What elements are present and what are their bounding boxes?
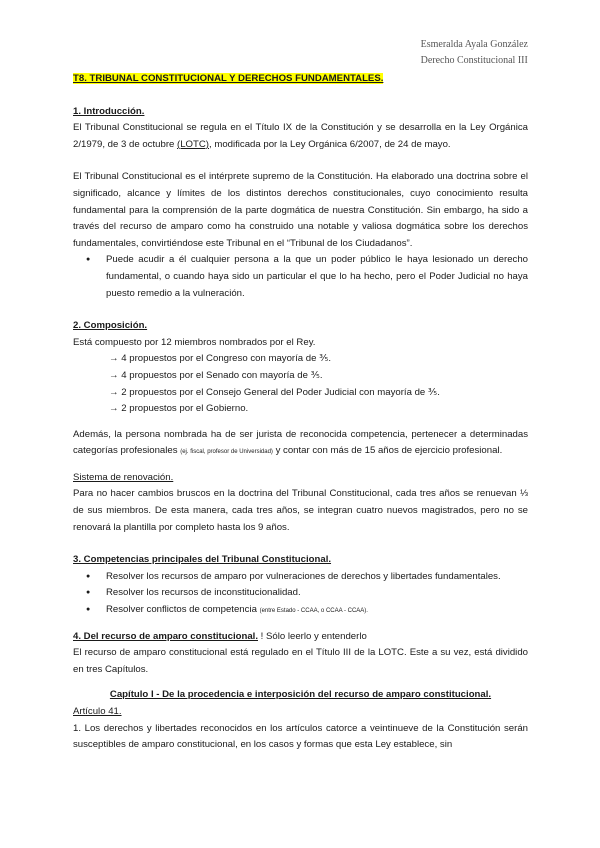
article-heading: Artículo 41. [73, 706, 122, 717]
document-title: T8. TRIBUNAL CONSTITUCIONAL Y DERECHOS FUNDAMENTALES. [73, 73, 384, 84]
section-1-paragraph-2: El Tribunal Constitucional es el intérprete supremo de la Constitución. Ha elaborado una doctrina sobre el significado, alcance y límites de los distintos derechos constitucionales, cuyo conocimiento resulta fundamental para la comprensión de la parte dogmática de nuestra Constitución. Sin embargo, ha sido a través del recurso de amparo como ha construido una notable y valiosa dogmática sobre los derechos fundamentales, convirtiéndose este Tribunal en el “Tribunal de los Ciudadanos”. [73, 171, 528, 249]
section-2-heading: 2. Composición. [73, 320, 148, 332]
section-1-list [73, 252, 528, 302]
list-item: → 4 propuestos por el Senado con mayoría de ⅗. [109, 369, 323, 381]
list-item: → 2 propuestos por el Consejo General del Poder Judicial con mayoría de ⅗. [109, 386, 440, 398]
page-header [421, 37, 528, 69]
list-item: → 4 propuestos por el Congreso con mayoría de ⅗. [109, 353, 332, 365]
section-4-heading: 4. Del recurso de amparo constitucional. [73, 630, 258, 642]
section-4-paragraph: El recurso de amparo constitucional está regulado en el Título III de la LOTC. Este a su vez, está dividido en tres Capítulos. [73, 647, 528, 675]
chapter-heading: Capítulo I - De la procedencia e interposición del recurso de amparo constitucional. [109, 689, 492, 701]
list-item: ● Puede acudir a él cualquier persona a la que un poder público le haya lesionado un derecho fundamental, o cuando haya sido un particular el que lo ha hecho, pero el Poder Judicial no haya puesto remedio a la vulneración. [73, 252, 528, 302]
text-run: , modificada por la Ley Orgánica 6/2007, de 24 de mayo. [209, 138, 451, 150]
article-text: 1. Los derechos y libertades reconocidos en los artículos catorce a veintinueve de la Constitución serán susceptibles de amparo constitucional, en los casos y formas que esta Ley establece, sin [73, 722, 528, 751]
text-run: Resolver conflictos de competencia [106, 604, 260, 616]
text-run: Además, la persona nombrada ha de ser jurista de reconocida competencia, pertenecer a determinadas categorías profesionales [73, 428, 528, 457]
section-2-intro: Está compuesto por 12 miembros nombrados por el Rey. [73, 336, 316, 348]
renewal-paragraph: Para no hacer cambios bruscos en la doctrina del Tribunal Constitucional, cada tres años se renuevan ⅓ de sus miembros. De esta manera, cada tres años, se integran cuatro nuevos magistrados, pero no se renovará la plantilla por completo hasta los 9 años. [73, 488, 528, 533]
lotc-abbrev: (LOTC) [177, 138, 209, 150]
list-item [73, 602, 528, 620]
composition-list [73, 351, 528, 417]
list-item: → 2 propuestos por el Gobierno. [109, 403, 249, 415]
section-1-paragraph-1 [73, 120, 528, 153]
section-1-heading: 1. Introducción. [73, 105, 145, 117]
renewal-subheading: Sistema de renovación. [73, 471, 174, 483]
list-item: ● Resolver los recursos de inconstitucionalidad. [73, 585, 528, 602]
header-author: Esmeralda Ayala González [420, 39, 528, 50]
section-3-heading: 3. Competencias principales del Tribunal Constitucional. [73, 554, 332, 566]
document-body [73, 71, 528, 754]
text-run: El Tribunal Constitucional se regula en el Título IX de la Constitución y se desarrolla en la Ley Orgánica 2/1979, de 3 de octubre [73, 122, 528, 150]
study-note: ! Sólo leerlo y entenderlo [258, 630, 367, 642]
section-4-heading-line [73, 629, 528, 646]
small-note: (ej. fiscal, profesor de Universidad) [180, 449, 273, 456]
text-run: y contar con más de 15 años de ejercicio profesional. [272, 445, 503, 457]
small-note: (entre Estado - CCAA, o CCAA - CCAA). [259, 608, 368, 615]
list-item: ● Resolver los recursos de amparo por vulneraciones de derechos y libertades fundamentales. [73, 569, 528, 586]
header-subject: Derecho Constitucional III [420, 55, 528, 66]
section-2-paragraph [73, 427, 528, 461]
competences-list [73, 569, 528, 620]
